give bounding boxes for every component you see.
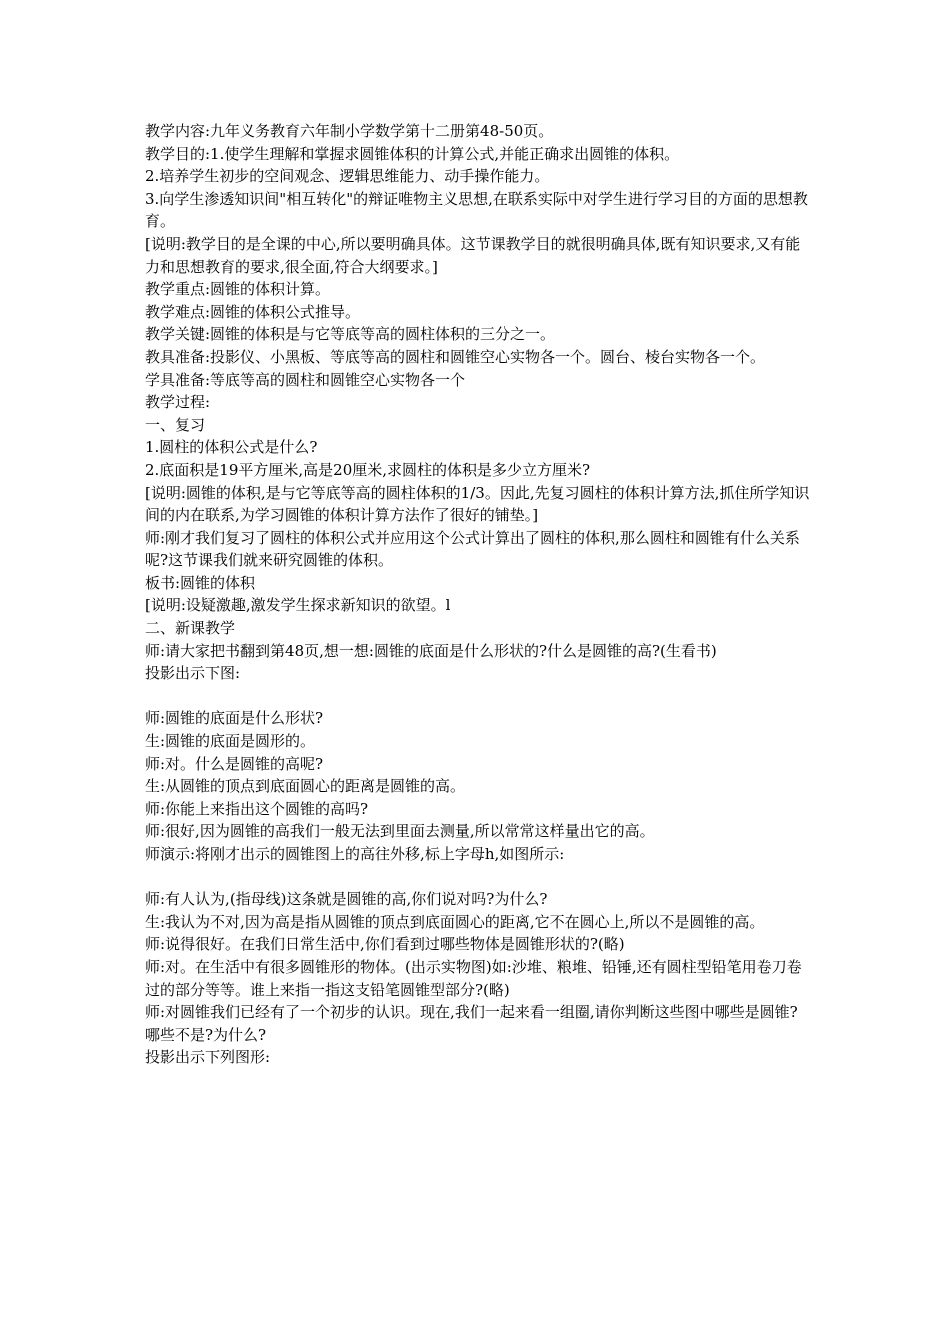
teaching-focus: 教学重点:圆锥的体积计算。 <box>145 280 331 299</box>
teaching-aids: 教具准备:投影仪、小黑板、等底等高的圆柱和圆锥空心实物各一个。圆台、棱台实物各一个。 <box>145 347 766 366</box>
dialog-measure-height: 师:很好,因为圆锥的高我们一般无法到里面去测量,所以常常这样量出它的高。 <box>145 822 655 841</box>
blank-line <box>145 866 810 889</box>
teaching-key: 教学关键:圆锥的体积是与它等底等高的圆柱体积的三分之一。 <box>145 325 556 344</box>
blackboard-title: 板书:圆锥的体积 <box>145 573 256 592</box>
note-review: [说明:圆锥的体积,是与它等底等高的圆柱体积的1/3。因此,先复习圆柱的体积计算方法,抓住所学知识间的内在联系,为学习圆锥的体积计算方法作了很好的铺垫。] <box>145 483 810 525</box>
teaching-process: 教学过程: <box>145 393 211 412</box>
section-review: 一、复习 <box>145 415 206 434</box>
dialog-generatrix-question: 师:有人认为,(指母线)这条就是圆锥的高,你们说对吗?为什么? <box>145 890 548 909</box>
dialog-height-answer: 生:从圆锥的顶点到底面圆心的距离是圆锥的高。 <box>145 777 466 796</box>
dialog-base-question: 师:圆锥的底面是什么形状? <box>145 709 324 728</box>
blank-line <box>145 685 810 708</box>
lesson-goal-2: 2.培养学生初步的空间观念、逻辑思维能力、动手操作能力。 <box>145 167 550 186</box>
student-aids: 学具准备:等底等高的圆柱和圆锥空心实物各一个 <box>145 370 466 389</box>
section-new-lesson: 二、新课教学 <box>145 619 236 638</box>
lesson-goal-1: 教学目的:1.使学生理解和掌握求圆锥体积的计算公式,并能正确求出圆锥的体积。 <box>145 144 680 163</box>
dialog-daily-life: 师:说得很好。在我们日常生活中,你们看到过哪些物体是圆锥形状的?(略) <box>145 935 625 954</box>
teacher-demo: 师演示:将刚才出示的圆锥图上的高往外移,标上字母h,如图所示: <box>145 845 565 863</box>
note-goals: [说明:教学目的是全课的中心,所以要明确具体。这节课教学目的就很明确具体,既有知识要求,又有能力和思想教育的要求,很全面,符合大纲要求。] <box>145 234 801 276</box>
teaching-difficulty: 教学难点:圆锥的体积公式推导。 <box>145 302 361 321</box>
dialog-height-question: 师:对。什么是圆锥的高呢? <box>145 754 324 773</box>
lesson-content: 教学内容:九年义务教育六年制小学数学第十二册第48-50页。 <box>145 122 554 140</box>
document-page <box>145 120 810 1069</box>
dialog-real-objects: 师:对。在生活中有很多圆锥形的物体。(出示实物图)如:沙堆、粮堆、铅锤,还有圆柱型铅笔用卷刀卷过的部分等等。谁上来指一指这支铅笔圆锥型部分?(略) <box>145 957 802 999</box>
review-question-1: 1.圆柱的体积公式是什么? <box>145 438 318 457</box>
dialog-generatrix-answer: 生:我认为不对,因为高是指从圆锥的顶点到底面圆心的距离,它不在圆心上,所以不是圆锥的高。 <box>145 912 765 931</box>
teacher-open-book: 师:请大家把书翻到第48页,想一想:圆锥的底面是什么形状的?什么是圆锥的高?(生看书) <box>145 641 717 660</box>
dialog-base-answer: 生:圆锥的底面是圆形的。 <box>145 732 316 751</box>
note-interest: [说明:设疑激趣,激发学生探求新知识的欲望。l <box>145 596 451 615</box>
teacher-intro: 师:刚才我们复习了圆柱的体积公式并应用这个公式计算出了圆柱的体积,那么圆柱和圆锥有什么关系呢?这节课我们就来研究圆锥的体积。 <box>145 528 800 570</box>
dialog-point-height: 师:你能上来指出这个圆锥的高吗? <box>145 799 369 818</box>
review-question-2: 2.底面积是19平方厘米,高是20厘米,求圆柱的体积是多少立方厘米? <box>145 460 591 479</box>
projection-figure-1: 投影出示下图: <box>145 664 241 683</box>
dialog-judge-shapes: 师:对圆锥我们已经有了一个初步的认识。现在,我们一起来看一组圈,请你判断这些图中哪些是圆锥?哪些不是?为什么? <box>145 1003 798 1044</box>
projection-figure-2: 投影出示下列图形: <box>145 1048 271 1067</box>
lesson-goal-3: 3.向学生渗透知识间"相互转化"的辩证唯物主义思想,在联系实际中对学生进行学习目的方面的思想教育。 <box>145 189 808 231</box>
